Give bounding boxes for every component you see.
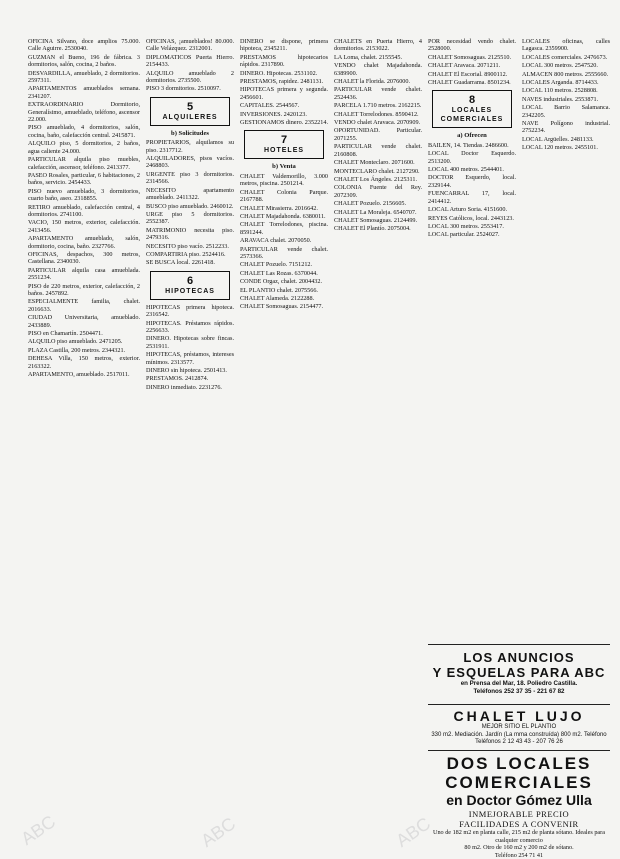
classified-ad: NECESITO piso vacío. 2512233. xyxy=(146,243,234,250)
section-header-hipotecas xyxy=(150,271,230,300)
classified-ad: ARAVACA chalet. 2070050. xyxy=(240,237,328,244)
classified-ad: MATRIMONIO necesita piso. 2479316. xyxy=(146,227,234,242)
section-header-locales xyxy=(432,90,512,128)
classified-ad: DIPLOMATICOS Puerta Hierro. 2154433. xyxy=(146,54,234,69)
classified-ad: CHALET Pozuelo. 7151212. xyxy=(240,261,328,268)
classified-ad: CONDE Orgaz, chalet. 2004432. xyxy=(240,278,328,285)
classified-ad: PISO nuevo amueblado, 3 dormitorios, cuarto baño, aseo. 2318855. xyxy=(28,188,140,203)
ad-text: FACILIDADES A CONVENIR xyxy=(428,819,610,829)
classified-ad: CHALET Aravaca. 2071211. xyxy=(428,62,516,69)
classified-ad: CHALET Monteclaro. 2071600. xyxy=(334,159,422,166)
ad-anuncios-esquelas xyxy=(428,650,610,696)
classified-list xyxy=(146,304,234,391)
classified-ad: ALQUILO piso amueblado. 2471205. xyxy=(28,338,140,345)
classified-ad: LOCAL 300 metros. 2547520. xyxy=(522,62,610,69)
classified-ad: DOCTOR Esquerdo, local. 2329144. xyxy=(428,174,516,189)
classified-ad: ALQUILO amueblado 2 dormitorios. 2735500. xyxy=(146,70,234,85)
classified-ad: LOCAL 300 metros. 2553417. xyxy=(428,223,516,230)
classified-ad: INVERSIONES. 2420123. xyxy=(240,111,328,118)
classified-ad: CAPITALES. 2544567. xyxy=(240,102,328,109)
section-subhead: b) Venta xyxy=(240,163,328,170)
section-header-hoteles xyxy=(244,130,324,159)
classified-ad: CHALET Colonia Parque. 2167788. xyxy=(240,189,328,204)
classified-ad: OPORTUNIDAD. Particular. 2071255. xyxy=(334,127,422,142)
classified-ad: EXTRAORDINARIO Dormitorio, Generalísimo, amueblado, teléfono, ascensor 22.000. xyxy=(28,101,140,123)
classified-ad: BUSCO piso amueblado. 2460012. xyxy=(146,203,234,210)
classified-ad: APARTAMENTO amueblado, salón, dormitorio, cocina, baño. 2327766. xyxy=(28,235,140,250)
ad-phone: Teléfonos 252 37 35 - 221 67 82 xyxy=(428,688,610,696)
ad-text: MEJOR SITIO EL PLANTIO xyxy=(428,724,610,732)
classified-ad: PROPIETARIOS, alquilamos su piso. 2317712. xyxy=(146,139,234,154)
classified-list xyxy=(240,173,328,311)
classified-ad: PARTICULAR vende chalet. 2160808. xyxy=(334,143,422,158)
classified-ad: CHALET Pozuelo. 2156605. xyxy=(334,200,422,207)
classified-ad: CHALET Valdemorillo, 3.000 metros, piscina. 2501214. xyxy=(240,173,328,188)
section-name: HOTELES xyxy=(247,146,321,155)
section-number: 7 xyxy=(247,134,321,146)
classified-ad: CHALET Guadarrama. 8501234. xyxy=(428,79,516,86)
classified-ad: OFICINAS, despachos, 300 metros, Castellana. 2340030. xyxy=(28,251,140,266)
classified-ad: OFICINA Silvano, doce amplios 75.000. Calle Aguirre. 2530040. xyxy=(28,38,140,53)
classified-ad: VACIO, 150 metros, exterior, calefacción. 2413456. xyxy=(28,219,140,234)
classified-ad: CHALET Torrelodones. 8590412. xyxy=(334,111,422,118)
classified-ad: PRESTAMOS hipotecarios rápidos. 2317890. xyxy=(240,54,328,69)
classified-ad: LA Loma, chalet. 2155545. xyxy=(334,54,422,61)
classified-ad: LOCAL Barrio Salamanca. 2342205. xyxy=(522,104,610,119)
ad-divider xyxy=(428,644,610,645)
classified-column-4 xyxy=(334,38,422,808)
ad-divider xyxy=(428,750,610,751)
classified-ad: PISO 3 dormitorios. 2510097. xyxy=(146,85,234,92)
classified-ad: URGE piso 5 dormitorios. 2552387. xyxy=(146,211,234,226)
classified-ad: PRESTAMOS, rapidez. 2481131. xyxy=(240,78,328,85)
ad-text: 330 m2. Mediación. Jardín (La mma construída) 800 m2. Teléfono xyxy=(428,732,610,740)
ad-heading: DOS LOCALES xyxy=(428,754,610,773)
classified-ad: APARTAMENTO, amueblado. 2517011. xyxy=(28,371,140,378)
classified-column-2 xyxy=(146,38,234,808)
classified-ad: RETIRO amueblado, calefacción central, 4 dormitorios. 2741100. xyxy=(28,204,140,219)
classified-ad: APARTAMENTOS amueblados semana. 2341207. xyxy=(28,85,140,100)
classified-ad: EL PLANTIO chalet. 2075566. xyxy=(240,287,328,294)
classified-ad: DEHESA Villa, 150 metros, exterior. 2163322. xyxy=(28,355,140,370)
classified-ad: DINERO inmediato. 2231276. xyxy=(146,384,234,391)
classified-ad: NAVES industriales. 2553871. xyxy=(522,96,610,103)
ad-text: Uno de 182 m2 en planta calle, 215 m2 de planta sótano. Ideales para cualquier comercio xyxy=(428,829,610,844)
ad-heading: Y ESQUELAS PARA ABC xyxy=(428,665,610,680)
classified-ad: PISO amueblado, 4 dormitorios, salón, cocina, baño, calefacción central. 2415871. xyxy=(28,124,140,139)
classified-ad: HIPOTECAS. Préstamos rápidos. 2256633. xyxy=(146,320,234,335)
classified-ad: CHALET Torrelodones, piscina. 8591244. xyxy=(240,221,328,236)
classified-ad: LOCAL particular. 2524027. xyxy=(428,231,516,238)
classified-ad: CHALET Somosaguas. 2154477. xyxy=(240,303,328,310)
classified-ad: OFICINAS, ¡amueblados! 80.000. Calle Velázquez. 2312001. xyxy=(146,38,234,53)
ad-heading: LOS ANUNCIOS xyxy=(428,650,610,665)
classified-ad: LOCALES comerciales. 2476673. xyxy=(522,54,610,61)
classified-ad: DINERO. Hipotecas. 2531102. xyxy=(240,70,328,77)
classified-ad: HIPOTECAS, préstamos, intereses mínimos. 2313577. xyxy=(146,351,234,366)
classified-list xyxy=(146,139,234,267)
classified-ad: ALQUILO piso, 5 dormitorios, 2 baños, agua caliente 24.000. xyxy=(28,140,140,155)
classified-ad: CHALET Somosaguas. 2124499. xyxy=(334,217,422,224)
section-number: 8 xyxy=(435,94,509,106)
classified-ad: LOCAL 120 metros. 2455101. xyxy=(522,144,610,151)
ad-heading: COMERCIALES xyxy=(428,773,610,792)
classified-list xyxy=(146,38,234,93)
classified-ad: LOCAL 400 metros. 2544401. xyxy=(428,166,516,173)
ad-text: en Prensa del Mar, 18. Poliedro Castilla. xyxy=(428,680,610,688)
section-name: ALQUILERES xyxy=(153,113,227,122)
classified-column-1 xyxy=(28,38,140,808)
classified-ad: POR necesidad vendo chalet. 2528000. xyxy=(428,38,516,53)
ad-dos-locales xyxy=(428,754,610,859)
ad-phone: Teléfono 254 71 41 xyxy=(428,852,610,859)
classified-ad: COMPARTIRIA piso. 2524416. xyxy=(146,251,234,258)
classified-column-6 xyxy=(522,38,610,568)
classified-ad: NECESITO apartamento amueblado. 2411322. xyxy=(146,187,234,202)
ad-phone: Teléfonos 2 12 43 43 - 207 76 26 xyxy=(428,739,610,747)
classified-ad: REYES Católicos, local. 2443123. xyxy=(428,215,516,222)
classified-ad: PLAZA Castilla, 200 metros. 2344321. xyxy=(28,347,140,354)
classified-list xyxy=(240,38,328,126)
classified-ad: PISO en Chamartín. 2504471. xyxy=(28,330,140,337)
classified-ad: DINERO. Hipotecas sobre fincas. 2531911. xyxy=(146,335,234,350)
classified-ad: DESVARDILLA, amueblado, 2 dormitorios. 2597311. xyxy=(28,70,140,85)
section-subhead: b) Solicitudes xyxy=(146,130,234,137)
classified-ad: CIUDAD Universitaria, amueblado. 2433889. xyxy=(28,314,140,329)
classified-ad: COLONIA Fuente del Rey. 2072309. xyxy=(334,184,422,199)
classified-ad: VENDO chalet Aravaca. 2070909. xyxy=(334,119,422,126)
watermark-logo: ABC xyxy=(17,811,59,849)
classified-ad: PRESTAMOS. 2412874. xyxy=(146,375,234,382)
classified-ad: PARTICULAR alquila piso muebles, calefacción, ascensor, teléfono. 2413377. xyxy=(28,156,140,171)
classified-ad: FUENCARRAL 17, local. 2414412. xyxy=(428,190,516,205)
classified-ad: CHALETS en Puerta Hierro, 4 dormitorios. 2153022. xyxy=(334,38,422,53)
classified-ad: PARTICULAR vende chalet. 2524436. xyxy=(334,86,422,101)
section-name: LOCALES COMERCIALES xyxy=(435,106,509,124)
classified-ad: LOCALES oficinas, calles Lagasca. 2359900. xyxy=(522,38,610,53)
classified-ad: CHALET Somosaguas. 2125510. xyxy=(428,54,516,61)
classified-ad: NAVE Polígono industrial. 2752234. xyxy=(522,120,610,135)
classified-ad: MONTECLARO chalet. 2127290. xyxy=(334,168,422,175)
classified-ad: PARTICULAR vende chalet. 2573366. xyxy=(240,246,328,261)
classified-ad: PARTICULAR alquila casa amueblada. 2551234. xyxy=(28,267,140,282)
classified-ad: GESTIONAMOS dinero. 2352214. xyxy=(240,119,328,126)
section-header-alquileres xyxy=(150,97,230,126)
section-number: 5 xyxy=(153,101,227,113)
classified-ad: PISO de 220 metros, exterior, calefacción, 2 baños. 2457892. xyxy=(28,283,140,298)
classified-ad: DINERO sin hipoteca. 2501413. xyxy=(146,367,234,374)
section-name: HIPOTECAS xyxy=(153,287,227,296)
section-number: 6 xyxy=(153,275,227,287)
classified-ad: CHALET La Moraleja. 6540707. xyxy=(334,209,422,216)
classified-ad: BAILEN, 14. Tiendas. 2486600. xyxy=(428,142,516,149)
classified-ad: LOCAL Doctor Esquerdo. 2513200. xyxy=(428,150,516,165)
ad-text: INMEJORABLE PRECIO xyxy=(428,809,610,819)
classified-ad: PASEO Rosales, particular, 6 habitaciones, 2 baños, servicio. 2454433. xyxy=(28,172,140,187)
ad-heading: CHALET LUJO xyxy=(428,708,610,724)
classified-column-5 xyxy=(428,38,516,568)
classified-ad: ALMACEN 800 metros. 2555660. xyxy=(522,71,610,78)
classified-ad: LOCAL Argüelles. 2481133. xyxy=(522,136,610,143)
classified-column-3 xyxy=(240,38,328,808)
classified-ad: PARCELA 1.710 metros. 2162215. xyxy=(334,102,422,109)
classified-ad: DINERO se dispone, primera hipoteca, 2345211. xyxy=(240,38,328,53)
classified-ad: GUZMAN el Bueno, 196 de fábrica. 3 dormitorios, salón, cocina, 2 baños. xyxy=(28,54,140,69)
ad-subheading: en Doctor Gómez Ulla xyxy=(428,792,610,809)
classified-ad: CHALET El Escorial. 8900112. xyxy=(428,71,516,78)
classified-list xyxy=(428,142,516,239)
classified-ad: HIPOTECAS primera hipoteca. 2316542. xyxy=(146,304,234,319)
classified-page xyxy=(28,38,610,843)
ad-text: 80 m2. Otro de 160 m2 y 200 m2 de sótano. xyxy=(428,844,610,852)
classified-ad: CHALET Mirasierra. 2016642. xyxy=(240,205,328,212)
classified-ad: ALQUILADORES, pisos vacíos. 2468803. xyxy=(146,155,234,170)
section-subhead: a) Ofrecen xyxy=(428,132,516,139)
classified-ad: ESPECIALMENTE familia, chalet. 2016633. xyxy=(28,298,140,313)
watermark-logo: ABC xyxy=(197,813,239,851)
classified-ad: LOCAL 110 metros. 2528808. xyxy=(522,87,610,94)
classified-ad: CHALET El Plantío. 2075004. xyxy=(334,225,422,232)
watermark-logo: ABC xyxy=(392,813,434,851)
classified-ad: HIPOTECAS primera y segunda. 2456601. xyxy=(240,86,328,101)
classified-ad: CHALET la Florida. 2076000. xyxy=(334,78,422,85)
classified-ad: VENDO chalet Majadahonda. 6389900. xyxy=(334,62,422,77)
classified-ad: CHALET Alameda. 2122288. xyxy=(240,295,328,302)
classified-list xyxy=(428,38,516,86)
ad-divider xyxy=(428,704,610,705)
ad-chalet-lujo xyxy=(428,708,610,747)
classified-ad: URGENTE piso 3 dormitorios. 2314566. xyxy=(146,171,234,186)
classified-ad: LOCALES Arganda. 8714433. xyxy=(522,79,610,86)
classified-ad: CHALET Los Ángeles. 2125311. xyxy=(334,176,422,183)
classified-ad: SE BUSCA local. 2261418. xyxy=(146,259,234,266)
classified-ad: CHALET Majadahonda. 6380011. xyxy=(240,213,328,220)
classified-ad: CHALET Las Rozas. 6370044. xyxy=(240,270,328,277)
classified-ad: LOCAL Arturo Soria. 4151600. xyxy=(428,206,516,213)
